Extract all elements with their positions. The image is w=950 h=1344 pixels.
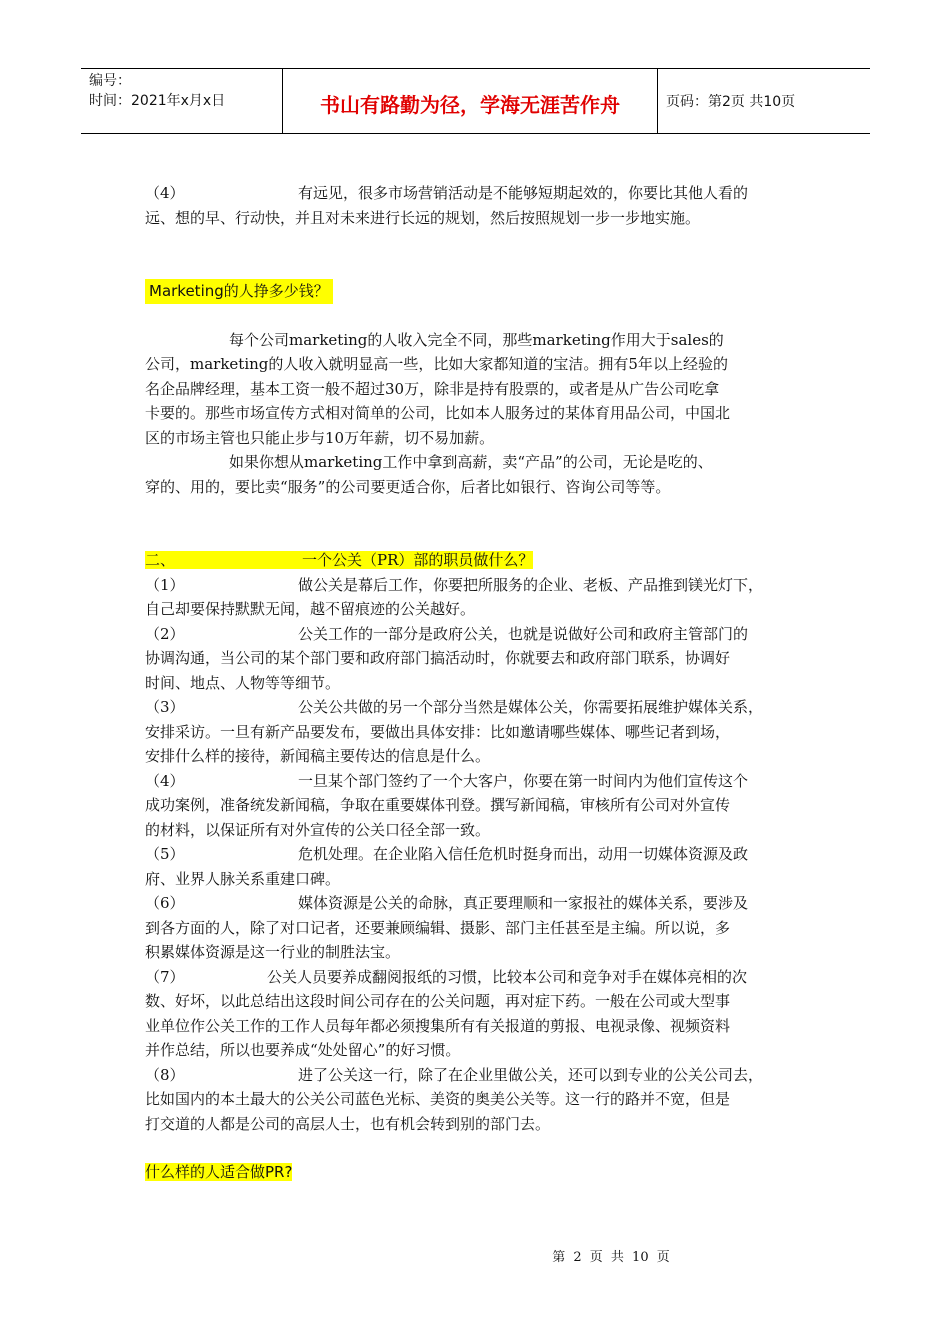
section-heading: [145, 279, 817, 304]
heading-number: 二、: [145, 551, 176, 569]
paragraph-text: 一旦某个部门签约了一个大客户，你要在第一时间内为他们宣传这个: [298, 771, 749, 790]
heading-pr: [145, 551, 533, 569]
header-motto-cell: [283, 69, 658, 133]
list-number: （5）: [145, 845, 185, 863]
page-footer: [0, 1246, 950, 1265]
paragraph-text: 做公关是幕后工作，你要把所服务的企业、老板、产品推到镁光灯下，: [298, 575, 764, 594]
paragraph-text: 媒体资源是公关的命脉，真正要理顺和一家报社的媒体关系，要涉及: [298, 894, 749, 912]
paragraph-line: [145, 573, 817, 598]
paragraph-line: [145, 622, 817, 647]
list-number: （3）: [145, 698, 185, 716]
paragraph-line: 穿的、用的，要比卖“服务”的公司要更适合你，后者比如银行、咨询公司等等。: [145, 477, 671, 496]
paragraph-line: 时间、地点、人物等等细节。: [145, 673, 341, 692]
paragraph-line: 每个公司marketing的人收入完全不同，那些marketing作用大于sales的: [229, 330, 724, 349]
list-number: （4）: [145, 184, 185, 202]
page-header: [81, 68, 870, 134]
paragraph-line: 公司，marketing的人收入就明显高一些，比如大家都知道的宝洁。拥有5年以上经验的: [145, 355, 728, 373]
paragraph-line: 府、业界人脉关系重建口碑。: [145, 869, 341, 888]
paragraph-line: [145, 965, 817, 990]
paragraph-line: [145, 1063, 817, 1088]
heading-text: 一个公关（PR）部的职员做什么？: [302, 551, 534, 569]
paragraph-line: 积累媒体资源是这一行业的制胜法宝。: [145, 943, 401, 961]
list-number: （7）: [145, 967, 185, 986]
document-body: [145, 181, 817, 1185]
list-number: （8）: [145, 1065, 185, 1084]
paragraph-line: 安排什么样的接待，新闻稿主要传达的信息是什么。: [145, 747, 491, 765]
paragraph-line: 数、好坏，以此总结出这段时间公司存在的公关问题，再对症下药。一般在公司或大型事: [145, 992, 731, 1010]
list-number: （2）: [145, 624, 185, 643]
list-number: （1）: [145, 575, 185, 594]
paragraph-line: 的材料，以保证所有对外宣传的公关口径全部一致。: [145, 820, 491, 839]
spacer: [145, 499, 817, 548]
heading-pr-fit: 什么样的人适合做PR?: [145, 1163, 293, 1181]
spacer: [145, 230, 817, 279]
list-number: （4）: [145, 771, 185, 790]
list-number: （6）: [145, 894, 185, 912]
paragraph-text: 公关工作的一部分是政府公关，也就是说做好公司和政府主管部门的: [298, 624, 749, 643]
paragraph-line: 比如国内的本土最大的公关公司蓝色光标、美资的奥美公关等。这一行的路并不宽，但是: [145, 1090, 731, 1108]
spacer: [145, 304, 817, 328]
document-number-label: 编号：: [89, 73, 131, 89]
section-heading: [145, 1160, 817, 1185]
header-motto: 书山有路勤为径，学海无涯苦作舟: [320, 92, 620, 117]
paragraph-line: 远、想的早、行动快，并且对未来进行长远的规划，然后按照规划一步一步地实施。: [145, 208, 701, 227]
heading-salary: Marketing的人挣多少钱？: [145, 279, 333, 304]
paragraph-line: 打交道的人都是公司的高层人士，也有机会转到别的部门去。: [145, 1114, 551, 1133]
paragraph-line: 到各方面的人，除了对口记者，还要兼顾编辑、摄影、部门主任甚至是主编。所以说，多: [145, 918, 731, 937]
spacer: [145, 1136, 817, 1160]
paragraph-line: 并作总结，所以也要养成“处处留心”的好习惯。: [145, 1041, 461, 1059]
header-page-cell: [658, 69, 870, 133]
paragraph-line: [145, 891, 817, 916]
paragraph-line: 业单位作公关工作的工作人员每年都必须搜集所有有关报道的剪报、电视录像、视频资料: [145, 1016, 731, 1035]
paragraph-line: 如果你想从marketing工作中拿到高薪，卖“产品”的公司，无论是吃的、: [229, 453, 713, 471]
paragraph-line: [145, 695, 817, 720]
header-page-info: 页码：第2页 共10页: [666, 94, 796, 110]
paragraph-line: [145, 842, 817, 867]
paragraph-text: 有远见，很多市场营销活动是不能够短期起效的，你要比其他人看的: [298, 184, 749, 202]
paragraph-line: 成功案例，准备统发新闻稿，争取在重要媒体刊登。撰写新闻稿，审核所有公司对外宣传: [145, 796, 731, 814]
paragraph-text: 危机处理。在企业陷入信任危机时挺身而出，动用一切媒体资源及政: [298, 845, 749, 863]
document-time-label: 时间：2021年x月x日: [89, 93, 226, 109]
footer-page-number: 第 2 页 共 10 页: [552, 1250, 670, 1265]
paragraph-line: 自己却要保持默默无闻，越不留痕迹的公关越好。: [145, 600, 476, 618]
paragraph-line: 名企品牌经理，基本工资一般不超过30万，除非是持有股票的，或者是从广告公司吃拿: [145, 379, 720, 398]
header-meta-cell: [81, 69, 283, 133]
paragraph-text: 公关人员要养成翻阅报纸的习惯，比较本公司和竞争对手在媒体亮相的次: [267, 967, 748, 986]
paragraph-text: 进了公关这一行，除了在企业里做公关，还可以到专业的公关公司去，: [298, 1065, 764, 1084]
paragraph-line: [145, 181, 817, 206]
paragraph-line: 卡要的。那些市场宣传方式相对简单的公司，比如本人服务过的某体育用品公司，中国北: [145, 404, 731, 422]
paragraph-line: 区的市场主管也只能止步与10万年薪，切不易加薪。: [145, 428, 495, 447]
paragraph-line: 协调沟通，当公司的某个部门要和政府部门搞活动时，你就要去和政府部门联系，协调好: [145, 649, 731, 667]
paragraph-line: 安排采访。一旦有新产品要发布，要做出具体安排：比如邀请哪些媒体、哪些记者到场，: [145, 722, 731, 741]
section-heading: [145, 548, 817, 573]
paragraph-line: [145, 769, 817, 794]
paragraph-text: 公关公共做的另一个部分当然是媒体公关，你需要拓展维护媒体关系，: [298, 698, 764, 716]
